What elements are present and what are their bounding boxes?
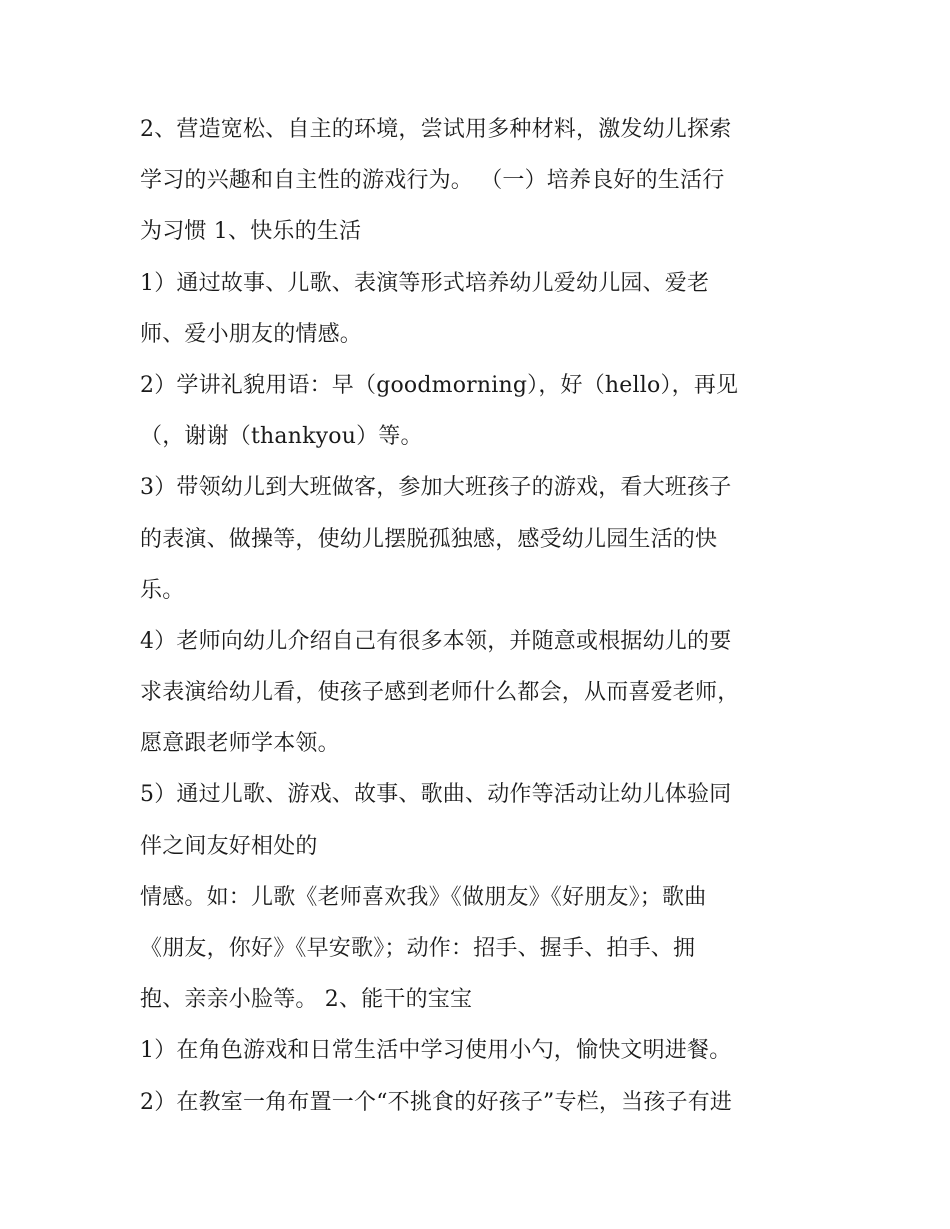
text-line: 3）带领幼儿到大班做客，参加大班孩子的游戏，看大班孩子	[140, 475, 732, 501]
text-line: 2）在教室一角布置一个“不挑食的好孩子”专栏，当孩子有进	[140, 1089, 733, 1115]
text-line: 愿意跟老师学本领。	[140, 731, 340, 757]
text-line: 的表演、做操等，使幼儿摆脱孤独感，感受幼儿园生活的快	[140, 526, 718, 552]
text-line: 伴之间友好相处的	[140, 833, 318, 859]
text-line: 2、营造宽松、自主的环境，尝试用多种材料，激发幼儿探索	[140, 117, 732, 142]
text-line: 学习的兴趣和自主性的游戏行为。 （一）培养良好的生活行	[140, 168, 725, 194]
text-line: 为习惯 1、快乐的生活	[140, 219, 362, 245]
text-line: 求表演给幼儿看，使孩子感到老师什么都会，从而喜爱老师，	[140, 680, 740, 706]
text-line: 2）学讲礼貌用语：早（goodmorning），好（hello），再见	[140, 372, 739, 398]
text-line: 1）在角色游戏和日常生活中学习使用小勺，愉快文明进餐。	[140, 1038, 732, 1064]
text-line: 抱、亲亲小脸等。 2、能干的宝宝	[140, 987, 473, 1013]
text-line: 《朋友，你好》《早安歌》；动作：招手、握手、拍手、拥	[140, 936, 696, 961]
text-line: 1）通过故事、儿歌、表演等形式培养幼儿爱幼儿园、爱老	[140, 270, 710, 296]
text-line: 乐。	[140, 577, 185, 603]
text-line: 5）通过儿歌、游戏、故事、歌曲、动作等活动让幼儿体验同	[140, 782, 732, 808]
text-line: 4）老师向幼儿介绍自己有很多本领，并随意或根据幼儿的要	[140, 628, 732, 654]
text-line: （，谢谢（thankyou）等。	[140, 424, 423, 450]
text-line: 情感。如：儿歌《老师喜欢我》《做朋友》《好朋友》；歌曲	[140, 884, 707, 910]
text-line: 师、爱小朋友的情感。	[140, 321, 363, 347]
document-body	[140, 104, 820, 1128]
